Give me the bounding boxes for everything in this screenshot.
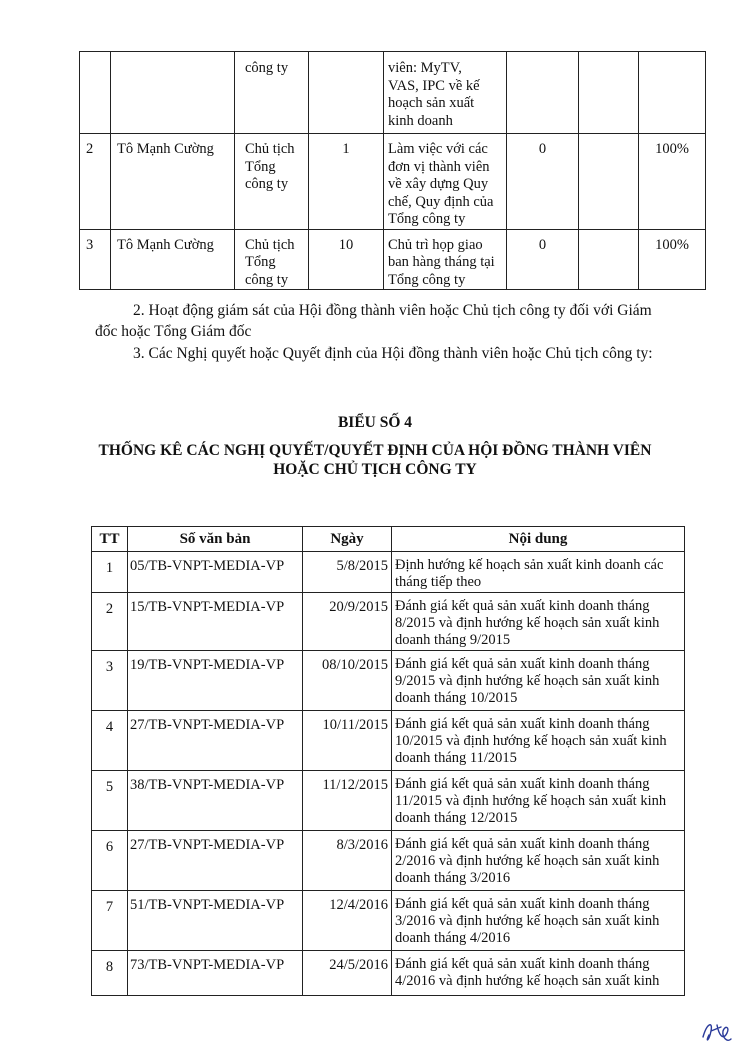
resolution-date-line: 10/11/2015 (322, 717, 388, 733)
resolution-row (92, 651, 685, 711)
resolution-content-line: doanh tháng 11/2015 (395, 750, 517, 766)
activity-count-line: 1 (342, 141, 350, 157)
activity-tt (80, 52, 111, 134)
activity-percent (639, 52, 706, 134)
activity-content-line: VAS, IPC về kế (388, 77, 480, 94)
resolution-date-line: 11/12/2015 (322, 777, 388, 793)
activity-content-line: kinh doanh (388, 112, 453, 129)
resolution-tt (92, 831, 128, 891)
activity-row (80, 52, 706, 134)
activity-tt-line: 2 (86, 141, 94, 157)
activity-empty (579, 229, 639, 290)
resolution-tt-line: 3 (105, 659, 114, 675)
resolution-date-line: 20/9/2015 (329, 599, 388, 615)
activity-percent (639, 134, 706, 230)
activity-role-line: Chủ tịch (245, 141, 295, 157)
activity-zero (507, 52, 579, 134)
resolution-date (303, 951, 392, 996)
resolutions-table-header (92, 527, 685, 552)
activity-count-line: 10 (338, 236, 354, 253)
activity-name (111, 52, 235, 134)
resolution-content-line: tháng tiếp theo (395, 574, 482, 590)
activity-name-line: Tô Mạnh Cường (117, 236, 214, 253)
activity-content-line: Tổng công ty (388, 271, 466, 288)
header-so-van-ban: Số văn bản (128, 527, 303, 552)
activity-content-line: ban hàng tháng tại (388, 254, 495, 270)
activity-content (384, 229, 507, 290)
resolution-tt-line: 1 (105, 560, 114, 576)
resolution-date (303, 651, 392, 711)
resolution-date (303, 711, 392, 771)
resolution-content (392, 593, 685, 651)
resolution-number-line: 51/TB-VNPT-MEDIA-VP (130, 897, 285, 913)
resolution-date (303, 552, 392, 593)
activity-tt (80, 134, 111, 230)
paragraph-3: 3. Các Nghị quyết hoặc Quyết định của Hội đồng thành viên hoặc Chủ tịch công ty: (133, 345, 653, 362)
activity-row (80, 134, 706, 230)
resolution-date-line: 24/5/2016 (329, 957, 388, 973)
paragraph-2-line1: 2. Hoạt động giám sát của Hội đồng thành viên hoặc Chủ tịch công ty đối với Giám (133, 302, 652, 319)
activity-role-line: công ty (245, 271, 289, 288)
activity-role-line: Tổng (245, 158, 276, 175)
activity-role (235, 134, 309, 230)
activity-content-line: về xây dựng Quy (388, 176, 489, 192)
activity-content-line: đơn vị thành viên (388, 158, 490, 175)
activity-name (111, 229, 235, 290)
activity-content-line: viên: MyTV, (388, 60, 462, 76)
resolution-number-line: 38/TB-VNPT-MEDIA-VP (130, 777, 285, 793)
activity-percent-line: 100% (655, 141, 689, 157)
resolution-number (128, 651, 303, 711)
resolution-tt (92, 711, 128, 771)
activity-content (384, 52, 507, 134)
resolution-date-line: 08/10/2015 (321, 657, 388, 673)
resolution-content (392, 711, 685, 771)
activity-count (309, 52, 384, 134)
resolution-tt-line: 7 (105, 899, 114, 915)
resolution-content (392, 771, 685, 831)
resolution-content-line: Định hướng kế hoạch sản xuất kinh doanh các (395, 557, 664, 573)
resolution-number (128, 831, 303, 891)
activity-content-line: Chủ trì họp giao (388, 236, 483, 253)
resolution-number-line: 19/TB-VNPT-MEDIA-VP (130, 657, 285, 673)
resolution-number (128, 951, 303, 996)
activity-table (79, 51, 706, 290)
resolution-tt (92, 552, 128, 593)
resolution-row (92, 831, 685, 891)
resolution-tt-line: 2 (105, 601, 114, 617)
resolution-content (392, 831, 685, 891)
activity-role-line: Tổng (245, 254, 276, 270)
section-label: BIỂU SỐ 4 (337, 414, 413, 431)
resolution-row (92, 711, 685, 771)
resolution-content (392, 951, 685, 996)
resolution-number (128, 593, 303, 651)
header-ngay: Ngày (303, 527, 392, 552)
resolution-number-line: 27/TB-VNPT-MEDIA-VP (130, 837, 285, 853)
resolution-number-line: 27/TB-VNPT-MEDIA-VP (130, 717, 285, 733)
resolution-row (92, 552, 685, 593)
resolution-content-line: 10/2015 và định hướng kế hoạch sản xuất kinh (395, 733, 667, 749)
resolution-date (303, 891, 392, 951)
resolution-number (128, 711, 303, 771)
resolution-content-line: doanh tháng 12/2015 (395, 810, 518, 826)
resolution-number-line: 15/TB-VNPT-MEDIA-VP (130, 599, 285, 615)
activity-role-line: công ty (245, 176, 289, 192)
resolution-content-line: Đánh giá kết quả sản xuất kinh doanh tháng (395, 598, 650, 614)
resolution-number (128, 552, 303, 593)
resolution-content-line: 2/2016 và định hướng kế hoạch sản xuất kinh (395, 853, 660, 869)
activity-zero (507, 229, 579, 290)
activity-content-line: Làm việc với các (388, 141, 488, 157)
resolution-date (303, 593, 392, 651)
resolution-tt (92, 771, 128, 831)
resolution-content-line: doanh tháng 4/2016 (395, 930, 511, 946)
resolution-date-line: 12/4/2016 (329, 897, 388, 913)
resolution-content-line: doanh tháng 9/2015 (395, 632, 511, 648)
activity-table-body (80, 52, 706, 290)
resolution-content-line: Đánh giá kết quả sản xuất kinh doanh tháng (395, 776, 650, 792)
activity-percent (639, 229, 706, 290)
resolution-content-line: doanh tháng 10/2015 (395, 690, 518, 706)
activity-name (111, 134, 235, 230)
activity-tt-line: 3 (86, 236, 94, 253)
resolution-number-line: 05/TB-VNPT-MEDIA-VP (130, 558, 285, 574)
activity-empty (579, 134, 639, 230)
resolution-content (392, 552, 685, 593)
resolution-tt (92, 651, 128, 711)
activity-content (384, 134, 507, 230)
resolution-row (92, 951, 685, 996)
resolution-tt (92, 593, 128, 651)
resolution-tt-line: 4 (105, 719, 114, 735)
header-noi-dung: Nội dung (392, 527, 685, 552)
paragraph-2-line2: đốc hoặc Tổng Giám đốc (95, 323, 252, 340)
resolution-content-line: 8/2015 và định hướng kế hoạch sản xuất kinh (395, 615, 660, 631)
resolution-content-line: 4/2016 và định hướng kế hoạch sản xuất kinh (395, 973, 660, 989)
resolutions-table-body (92, 552, 685, 996)
resolution-content (392, 891, 685, 951)
section-title-line1: THỐNG KÊ CÁC NGHỊ QUYẾT/QUYẾT ĐỊNH CỦA HỘI ĐỒNG THÀNH VIÊN (98, 442, 652, 459)
activity-content-line: hoạch sản xuất (388, 95, 475, 111)
resolution-number (128, 771, 303, 831)
activity-percent-line: 100% (655, 236, 689, 253)
activity-empty (579, 52, 639, 134)
resolution-date (303, 771, 392, 831)
activity-role-line: Chủ tịch (245, 236, 295, 253)
resolution-row (92, 771, 685, 831)
activity-role (235, 229, 309, 290)
resolution-tt-line: 5 (105, 779, 114, 795)
activity-zero (507, 134, 579, 230)
resolution-tt-line: 8 (105, 959, 114, 975)
resolution-tt-line: 6 (105, 839, 114, 855)
resolution-content (392, 651, 685, 711)
activity-count (309, 134, 384, 230)
activity-role (235, 52, 309, 134)
resolution-content-line: Đánh giá kết quả sản xuất kinh doanh tháng (395, 896, 650, 912)
activity-zero-line: 0 (538, 141, 547, 157)
resolution-row (92, 593, 685, 651)
activity-tt (80, 229, 111, 290)
activity-content-line: chế, Quy định của (388, 193, 494, 210)
activity-zero-line: 0 (538, 236, 547, 253)
resolution-content-line: Đánh giá kết quả sản xuất kinh doanh tháng (395, 956, 650, 972)
resolution-content-line: 9/2015 và định hướng kế hoạch sản xuất kinh (395, 673, 660, 689)
activity-content-line: Tổng công ty (388, 211, 466, 227)
resolution-content-line: 3/2016 và định hướng kế hoạch sản xuất kinh (395, 913, 660, 929)
initials-signature (697, 1017, 737, 1047)
resolution-date-line: 5/8/2015 (336, 558, 388, 574)
resolution-date (303, 831, 392, 891)
resolution-content-line: doanh tháng 3/2016 (395, 870, 511, 886)
activity-count (309, 229, 384, 290)
resolution-date-line: 8/3/2016 (336, 837, 388, 853)
resolutions-table (91, 526, 685, 996)
resolution-content-line: Đánh giá kết quả sản xuất kinh doanh tháng (395, 656, 650, 672)
resolution-number (128, 891, 303, 951)
resolution-content-line: 11/2015 và định hướng kế hoạch sản xuất kinh (395, 793, 667, 809)
resolution-content-line: Đánh giá kết quả sản xuất kinh doanh tháng (395, 716, 650, 732)
activity-name-line: Tô Mạnh Cường (117, 141, 214, 157)
section-title-line2: HOẶC CHỦ TỊCH CÔNG TY (273, 461, 477, 478)
resolution-tt (92, 951, 128, 996)
resolution-tt (92, 891, 128, 951)
resolution-content-line: Đánh giá kết quả sản xuất kinh doanh tháng (395, 836, 650, 852)
activity-row (80, 229, 706, 290)
header-tt: TT (92, 527, 128, 552)
resolution-row (92, 891, 685, 951)
activity-role-line: công ty (245, 60, 289, 76)
resolution-number-line: 73/TB-VNPT-MEDIA-VP (130, 957, 285, 973)
